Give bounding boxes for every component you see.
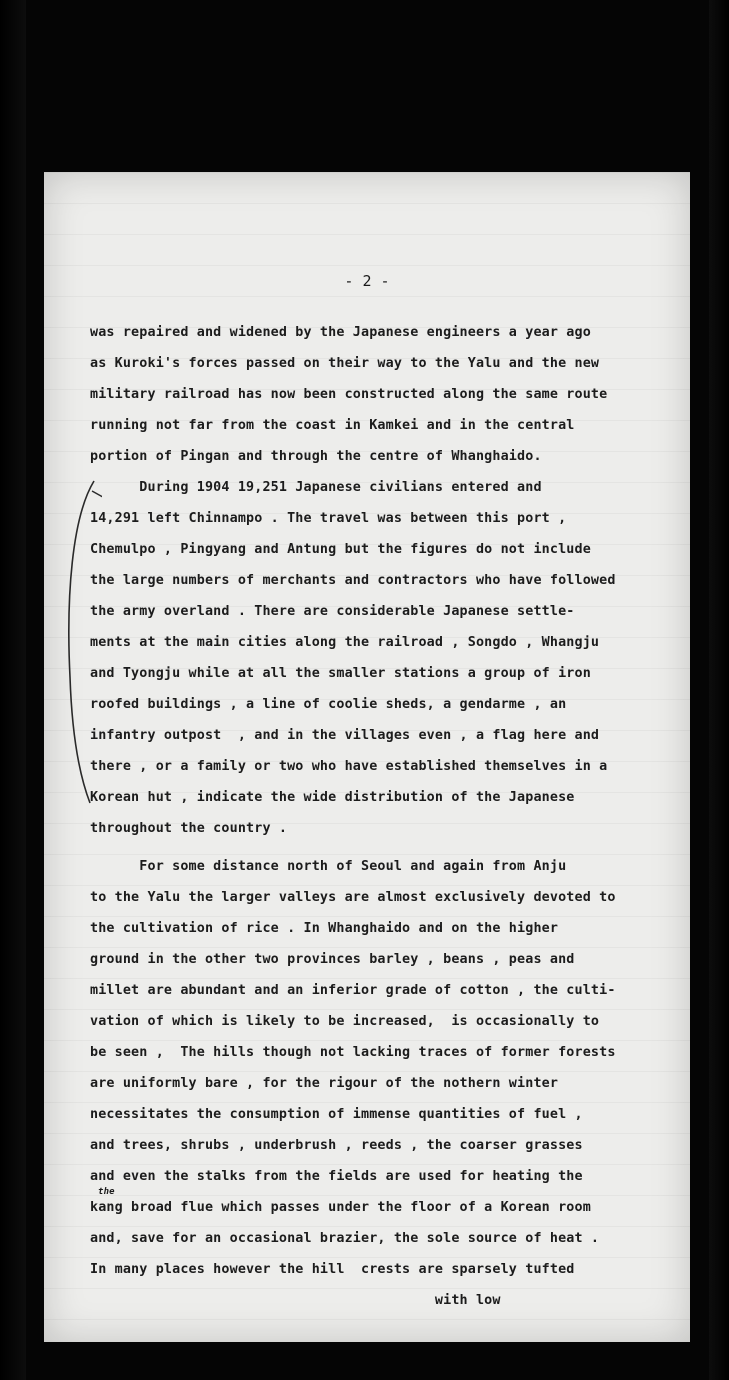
text-line: are uniformly bare , for the rigour of the nothern winter [90, 1076, 559, 1091]
text-line: the large numbers of merchants and contractors who have followed [90, 573, 616, 588]
text-line: During 1904 19,251 Japanese civilians entered and [90, 480, 542, 495]
text-line: 14,291 left Chinnampo . The travel was between this port , [90, 511, 567, 526]
text-line: ground in the other two provinces barley , beans , peas and [90, 952, 575, 967]
text-line: military railroad has now been constructed along the same route [90, 387, 608, 402]
text-line: roofed buildings , a line of coolie sheds, a gendarme , an [90, 697, 567, 712]
text-line: kang broad flue which passes under the floor of a Korean room [90, 1200, 591, 1215]
document-page [44, 172, 690, 1342]
text-line: as Kuroki's forces passed on their way to the Yalu and the new [90, 356, 600, 371]
text-line: there , or a family or two who have established themselves in a [90, 759, 608, 774]
film-edge-left [0, 0, 26, 1380]
text-line: the army overland . There are considerable Japanese settle- [90, 604, 575, 619]
text-line: running not far from the coast in Kamkei and in the central [90, 418, 575, 433]
text-line: Korean hut , indicate the wide distribution of the Japanese [90, 790, 575, 805]
page-number: - 2 - [344, 272, 390, 290]
text-line: with low [90, 1293, 501, 1308]
text-line: vation of which is likely to be increased, is occasionally to [90, 1014, 600, 1029]
text-line: and, save for an occasional brazier, the sole source of heat . [90, 1231, 600, 1246]
text-line: to the Yalu the larger valleys are almost exclusively devoted to [90, 890, 616, 905]
text-line: millet are abundant and an inferior grade of cotton , the culti- [90, 983, 616, 998]
text-line: be seen , The hills though not lacking traces of former forests [90, 1045, 616, 1060]
text-line: was repaired and widened by the Japanese engineers a year ago [90, 325, 591, 340]
text-line: ments at the main cities along the railroad , Songdo , Whangju [90, 635, 600, 650]
text-line: For some distance north of Seoul and again from Anju [90, 859, 567, 874]
text-line: and trees, shrubs , underbrush , reeds , the coarser grasses [90, 1138, 583, 1153]
text-line: Chemulpo , Pingyang and Antung but the figures do not include [90, 542, 591, 557]
text-line: portion of Pingan and through the centre of Whanghaido. [90, 449, 542, 464]
text-line: the cultivation of rice . In Whanghaido and on the higher [90, 921, 559, 936]
film-edge-right [709, 0, 729, 1380]
text-line: necessitates the consumption of immense quantities of fuel , [90, 1107, 583, 1122]
text-line: In many places however the hill crests are sparsely tufted [90, 1262, 575, 1277]
text-line: infantry outpost , and in the villages even , a flag here and [90, 728, 600, 743]
text-line: and even the stalks from the fields are used for heating the [90, 1169, 583, 1184]
text-line: throughout the country . [90, 821, 288, 836]
text-line: and Tyongju while at all the smaller stations a group of iron [90, 666, 591, 681]
handwritten-insertion: the [98, 1187, 115, 1197]
